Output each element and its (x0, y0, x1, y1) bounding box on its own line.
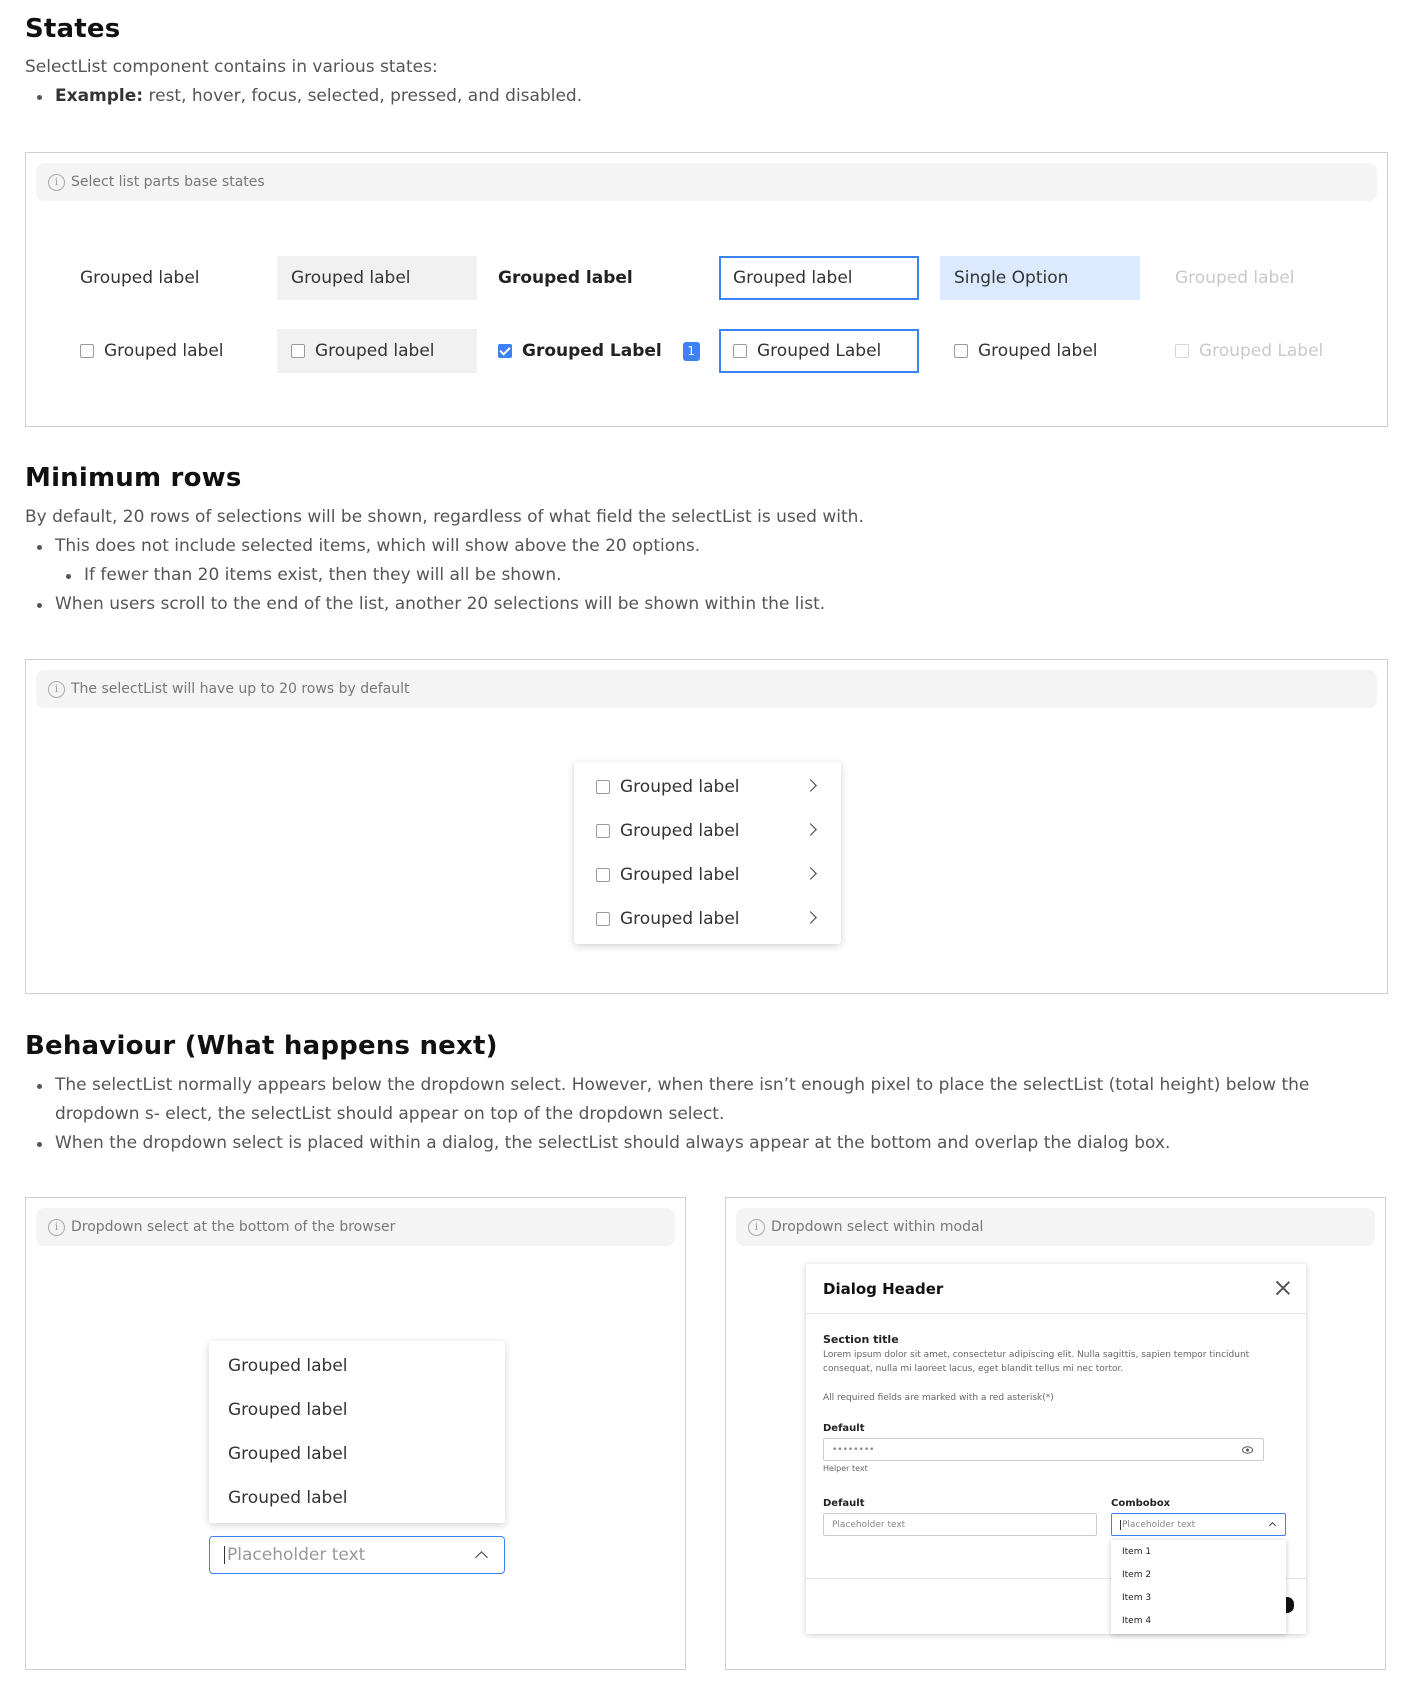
info-icon: i (48, 174, 65, 191)
state-checkbox-checked-label: Grouped Label (522, 341, 662, 361)
min-rows-heading: Minimum rows (25, 463, 242, 493)
count-badge: 1 (683, 342, 700, 361)
dropdown-select[interactable] (209, 1536, 505, 1574)
state-hover[interactable] (277, 256, 477, 300)
checkbox-icon[interactable] (291, 344, 305, 358)
state-checkbox-selected[interactable] (940, 329, 1140, 373)
states-panel-caption: Select list parts base states (71, 174, 265, 190)
combobox-label: Combobox (1111, 1498, 1171, 1509)
checkbox-icon[interactable] (596, 912, 610, 926)
state-disabled-label: Grouped label (1175, 268, 1295, 288)
behaviour-bullet-1: The selectList normally appears below the dropdown select. However, when there isn’t enough pixel to place the selectList (total height) below the dropdown s- elect, the selectList should appear on top of the dropdown select. (25, 1071, 1345, 1129)
state-selected-label: Single Option (954, 268, 1069, 288)
combobox-input[interactable] (1111, 1513, 1286, 1536)
checkbox-icon[interactable] (80, 344, 94, 358)
states-example-bullet (25, 82, 582, 111)
list-item[interactable] (209, 1432, 505, 1476)
list-item-label: Grouped label (228, 1356, 348, 1376)
combobox-item[interactable]: Item 4 (1122, 1615, 1152, 1626)
dialog-title: Dialog Header (823, 1279, 944, 1298)
text-cursor (1120, 1520, 1121, 1530)
min-rows-sub-bullet: If fewer than 20 items exist, then they will all be shown. (25, 561, 825, 590)
checkbox-checked-icon[interactable] (498, 344, 512, 358)
state-checkbox-hover[interactable] (277, 329, 477, 373)
list-item[interactable] (574, 853, 841, 897)
min-rows-panel-caption: The selectList will have up to 20 rows by default (71, 681, 410, 697)
dialog-header (806, 1264, 1306, 1314)
state-focus[interactable] (719, 256, 919, 300)
list-item[interactable] (209, 1388, 505, 1432)
list-item[interactable] (209, 1344, 505, 1388)
combobox-menu (1111, 1540, 1286, 1634)
min-rows-bullets (25, 532, 825, 619)
min-rows-panel (25, 659, 1388, 994)
chevron-right-icon (804, 823, 817, 836)
chevron-right-icon (804, 867, 817, 880)
state-checkbox-hover-label: Grouped label (315, 341, 435, 361)
state-hover-label: Grouped label (291, 268, 411, 288)
browser-bottom-panel (25, 1197, 686, 1670)
text-cursor (224, 1546, 225, 1564)
min-rows-info-bar (36, 670, 1377, 708)
info-icon: i (48, 681, 65, 698)
list-item[interactable] (209, 1476, 505, 1520)
chevron-up-icon[interactable] (1269, 1522, 1276, 1529)
state-checkbox-checked[interactable] (498, 329, 718, 373)
min-rows-bullet-1: This does not include selected items, which will show above the 20 options. (25, 532, 825, 561)
modal-caption: Dropdown select within modal (771, 1219, 984, 1235)
chevron-right-icon (804, 779, 817, 792)
state-checkbox-focus-label: Grouped Label (757, 341, 882, 361)
behaviour-heading: Behaviour (What happens next) (25, 1031, 498, 1061)
info-icon: i (48, 1219, 65, 1236)
section-title: Section title (823, 1333, 899, 1346)
select-list (574, 762, 841, 944)
state-pressed-label: Grouped label (498, 268, 633, 288)
section-description: Lorem ipsum dolor sit amet, consectetur adipiscing elit. Nulla sagittis, sapien tempor tincidunt consequat, nulla mi laoreet lacus, eget blandit tellus mi nec tortor. (823, 1350, 1250, 1374)
list-item-label: Grouped label (228, 1444, 348, 1464)
default-field-label: Default (823, 1423, 865, 1434)
list-item-label: Grouped label (620, 821, 740, 841)
list-item-label: Grouped label (620, 865, 740, 885)
min-rows-intro: By default, 20 rows of selections will be shown, regardless of what field the selectList is used with. (25, 507, 864, 527)
combobox-item[interactable]: Item 3 (1122, 1592, 1152, 1603)
checkbox-icon[interactable] (596, 780, 610, 794)
chevron-up-icon[interactable] (475, 1551, 488, 1564)
states-panel (25, 152, 1388, 427)
states-info-bar (36, 163, 1377, 201)
state-rest[interactable] (66, 256, 266, 300)
states-intro: SelectList component contains in various states: (25, 57, 438, 77)
default-field-label-2: Default (823, 1498, 865, 1509)
modal-info-bar (736, 1208, 1375, 1246)
state-checkbox-disabled (1161, 329, 1361, 373)
state-checkbox-rest[interactable] (66, 329, 266, 373)
state-pressed[interactable] (498, 256, 698, 300)
state-checkbox-focus[interactable] (719, 329, 919, 373)
checkbox-disabled-icon (1175, 344, 1189, 358)
state-checkbox-disabled-label: Grouped Label (1199, 341, 1324, 361)
combobox-item[interactable]: Item 2 (1122, 1569, 1152, 1580)
default-text-field[interactable] (823, 1513, 1097, 1536)
modal-panel (725, 1197, 1386, 1670)
chevron-right-icon (804, 911, 817, 924)
example-label: Example: (55, 86, 144, 106)
helper-text: Helper text (823, 1464, 868, 1473)
info-icon: i (748, 1219, 765, 1236)
states-bullets (25, 82, 582, 111)
list-item[interactable] (574, 809, 841, 853)
required-note: All required fields are marked with a red asterisk(*) (823, 1393, 1054, 1403)
checkbox-icon[interactable] (733, 344, 747, 358)
dropdown-placeholder: Placeholder text (227, 1545, 366, 1565)
password-field[interactable] (823, 1438, 1264, 1461)
list-item-label: Grouped label (620, 777, 740, 797)
browser-bottom-info-bar (36, 1208, 675, 1246)
states-heading: States (25, 14, 121, 44)
checkbox-icon[interactable] (954, 344, 968, 358)
password-value: •••••••• (832, 1444, 875, 1455)
state-rest-label: Grouped label (80, 268, 200, 288)
state-focus-label: Grouped label (733, 268, 853, 288)
list-item[interactable] (574, 765, 841, 809)
eye-icon[interactable] (1242, 1446, 1253, 1454)
list-item-label: Grouped label (228, 1400, 348, 1420)
combobox-placeholder: Placeholder text (1122, 1519, 1196, 1530)
list-item-label: Grouped label (620, 909, 740, 929)
list-item[interactable] (574, 897, 841, 941)
state-disabled (1161, 256, 1361, 300)
checkbox-icon[interactable] (596, 868, 610, 882)
state-checkbox-selected-label: Grouped label (978, 341, 1098, 361)
default-field-placeholder: Placeholder text (832, 1519, 906, 1530)
checkbox-icon[interactable] (596, 824, 610, 838)
close-icon[interactable] (1276, 1281, 1290, 1295)
behaviour-bullets (25, 1071, 1345, 1158)
list-item-label: Grouped label (228, 1488, 348, 1508)
behaviour-bullet-2: When the dropdown select is placed within a dialog, the selectList should always appear at the bottom and overlap the dialog box. (25, 1129, 1345, 1158)
state-checkbox-rest-label: Grouped label (104, 341, 224, 361)
select-list-above (209, 1341, 505, 1523)
min-rows-bullet-2: When users scroll to the end of the list, another 20 selections will be shown within the list. (25, 590, 825, 619)
example-text: rest, hover, focus, selected, pressed, and disabled. (143, 86, 583, 106)
browser-bottom-caption: Dropdown select at the bottom of the browser (71, 1219, 396, 1235)
state-selected[interactable] (940, 256, 1140, 300)
combobox-item[interactable]: Item 1 (1122, 1546, 1152, 1557)
